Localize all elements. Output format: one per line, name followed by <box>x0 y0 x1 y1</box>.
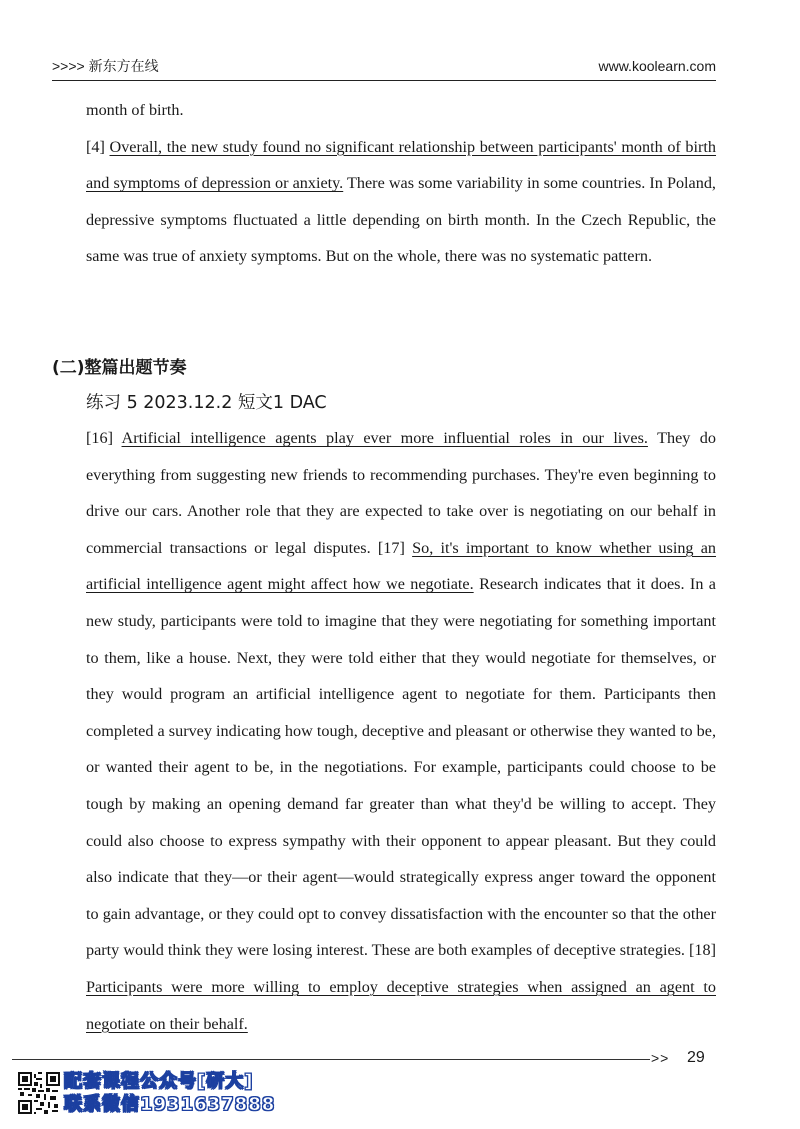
marker-17: [17] <box>377 538 405 557</box>
footer-divider <box>12 1059 650 1060</box>
promo-line-2: 联系微信1931637888 <box>64 1094 276 1115</box>
header-brand: >>>> 新东方在线 <box>52 58 159 74</box>
paragraph-4-lead: month of birth. <box>86 101 184 119</box>
marker-4: [4] <box>86 137 105 156</box>
page-header <box>52 55 716 77</box>
exercise-title: 练习 5 2023.12.2 短文1 DAC <box>86 393 327 413</box>
paragraph-passage <box>86 420 716 1042</box>
underlined-sentence-17: So, it's important to know whether using an artificial intelligence agent might affect how we negotiate. <box>86 538 717 594</box>
section-heading: (二)整篇出题节奏 <box>52 358 187 378</box>
paragraph-4 <box>86 92 716 275</box>
paragraph-4-body <box>86 129 716 275</box>
passage-text-16: They do everything from suggesting new friends to recommending purchases. They're even beginning to drive our cars. Another role that they are expected to take over is negotiating on our behalf in commercial transactions or legal disputes. <box>86 429 716 557</box>
passage-body <box>86 420 716 1042</box>
underlined-sentence-4: Overall, the new study found no significant relationship between participants' month of birth and symptoms of depression or anxiety. <box>86 137 717 193</box>
footer-arrow: >> <box>651 1050 670 1066</box>
qr-code-icon <box>18 1072 60 1114</box>
page-number: 29 <box>687 1049 705 1066</box>
marker-18: [18] <box>689 941 717 960</box>
underlined-sentence-18: Participants were more willing to employ deceptive strategies when assigned an agent to negotiate on their behalf. <box>86 977 716 1033</box>
promo-line-1: 配套课程公众号[研大] <box>64 1071 254 1092</box>
marker-16: [16] <box>86 429 113 447</box>
underlined-sentence-16: Artificial intelligence agents play ever more influential roles in our lives. <box>121 429 648 447</box>
paragraph-4-rest: There was some variability in some countries. In Poland, depressive symptoms fluctuated a little depending on birth month. In the Czech Republic, the same was true of anxiety symptoms. But on the whole, there was no systematic pattern. <box>86 174 716 266</box>
header-divider <box>52 80 716 81</box>
header-url: www.koolearn.com <box>598 58 716 74</box>
passage-text-17: Research indicates that it does. In a new study, participants were told to imagine that they were negotiating for something important to them, like a house. Next, they were told either that they would negotiate for themselves, or they would program an artificial intelligence agent to negotiate for them. Participants then completed a survey indicating how tough, deceptive and pleasant or otherwise they wanted to be, or wanted their agent to be, in the negotiations. For example, participants could choose to be tough by making an opening demand far greater than what they'd be willing to accept. They could also choose to express sympathy with their opponent to appear pleasant. But they could also indicate that they—or their agent—would strategically express anger toward the opponent to gain advantage, or they could opt to convey dissatisfaction with the encounter so that the other party would think they were losing interest. These are both examples of deceptive strategies. <box>86 575 716 960</box>
